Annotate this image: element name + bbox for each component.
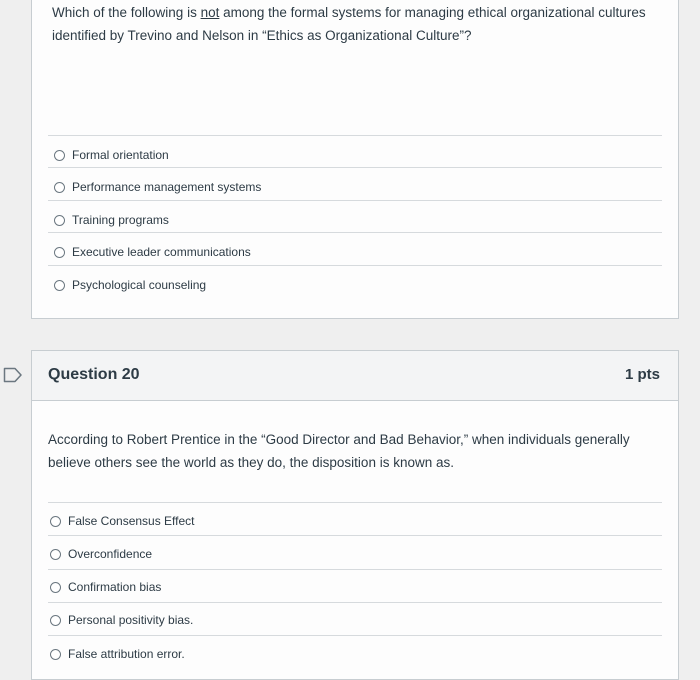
radio-button[interactable]: [54, 215, 65, 226]
answer-divider: [48, 232, 662, 233]
question-20-text: According to Robert Prentice in the “Good Director and Bad Behavior,” when individuals generally believe others see the world as they do, the disposition is known as.: [48, 432, 630, 470]
answer-option-performance-management-systems[interactable]: [54, 177, 261, 197]
answer-divider: [48, 535, 662, 536]
answer-option-training-programs[interactable]: [54, 210, 169, 230]
radio-button[interactable]: [50, 516, 61, 527]
radio-button[interactable]: [54, 182, 65, 193]
question-19-text: [52, 1, 664, 47]
answer-divider: [48, 167, 662, 168]
answer-option-confirmation-bias[interactable]: [50, 577, 161, 597]
answer-label: False Consensus Effect: [68, 514, 195, 528]
radio-button[interactable]: [54, 150, 65, 161]
answer-option-personal-positivity-bias[interactable]: [50, 610, 193, 630]
answer-label: Overconfidence: [68, 547, 153, 561]
question-19-card: [31, 0, 679, 319]
answer-option-false-consensus-effect[interactable]: [50, 511, 195, 531]
radio-button[interactable]: [54, 280, 65, 291]
answer-divider: [48, 135, 662, 136]
radio-button[interactable]: [50, 649, 61, 660]
radio-button[interactable]: [50, 549, 61, 560]
answer-label: Formal orientation: [72, 148, 169, 162]
radio-button[interactable]: [50, 615, 61, 626]
answer-divider: [48, 502, 662, 503]
answer-label: Training programs: [72, 213, 169, 227]
answer-label: Performance management systems: [72, 180, 262, 194]
question-19-text-part1: Which of the following is: [52, 5, 201, 20]
answer-option-psychological-counseling[interactable]: [54, 275, 206, 295]
answer-divider: [48, 635, 662, 636]
answer-divider: [48, 200, 662, 201]
radio-button[interactable]: [50, 582, 61, 593]
flag-question-icon[interactable]: [3, 367, 23, 388]
answer-divider: [48, 265, 662, 266]
answer-option-executive-leader-communications[interactable]: [54, 242, 251, 262]
radio-button[interactable]: [54, 247, 65, 258]
answer-label: False attribution error.: [68, 647, 185, 661]
answer-label: Psychological counseling: [72, 278, 207, 292]
answer-label: Confirmation bias: [68, 580, 162, 594]
question-points: 1 pts: [624, 366, 660, 383]
answer-label: Personal positivity bias.: [68, 613, 194, 627]
question-19-text-part2: among the formal systems for managing ethical organizational cultures identified by Trevino and Nelson in “Ethics as Organizational Culture”?: [52, 5, 646, 43]
question-header: [32, 351, 678, 401]
question-19-text-emphasis: not: [200, 5, 220, 20]
answer-option-overconfidence[interactable]: [50, 544, 152, 564]
question-20-card: [31, 350, 679, 680]
answer-option-false-attribution-error[interactable]: [50, 644, 185, 664]
answer-option-formal-orientation[interactable]: [54, 145, 169, 165]
question-title: Question 20: [48, 366, 140, 383]
answer-label: Executive leader communications: [72, 245, 251, 259]
answer-divider: [48, 569, 662, 570]
answer-divider: [48, 602, 662, 603]
